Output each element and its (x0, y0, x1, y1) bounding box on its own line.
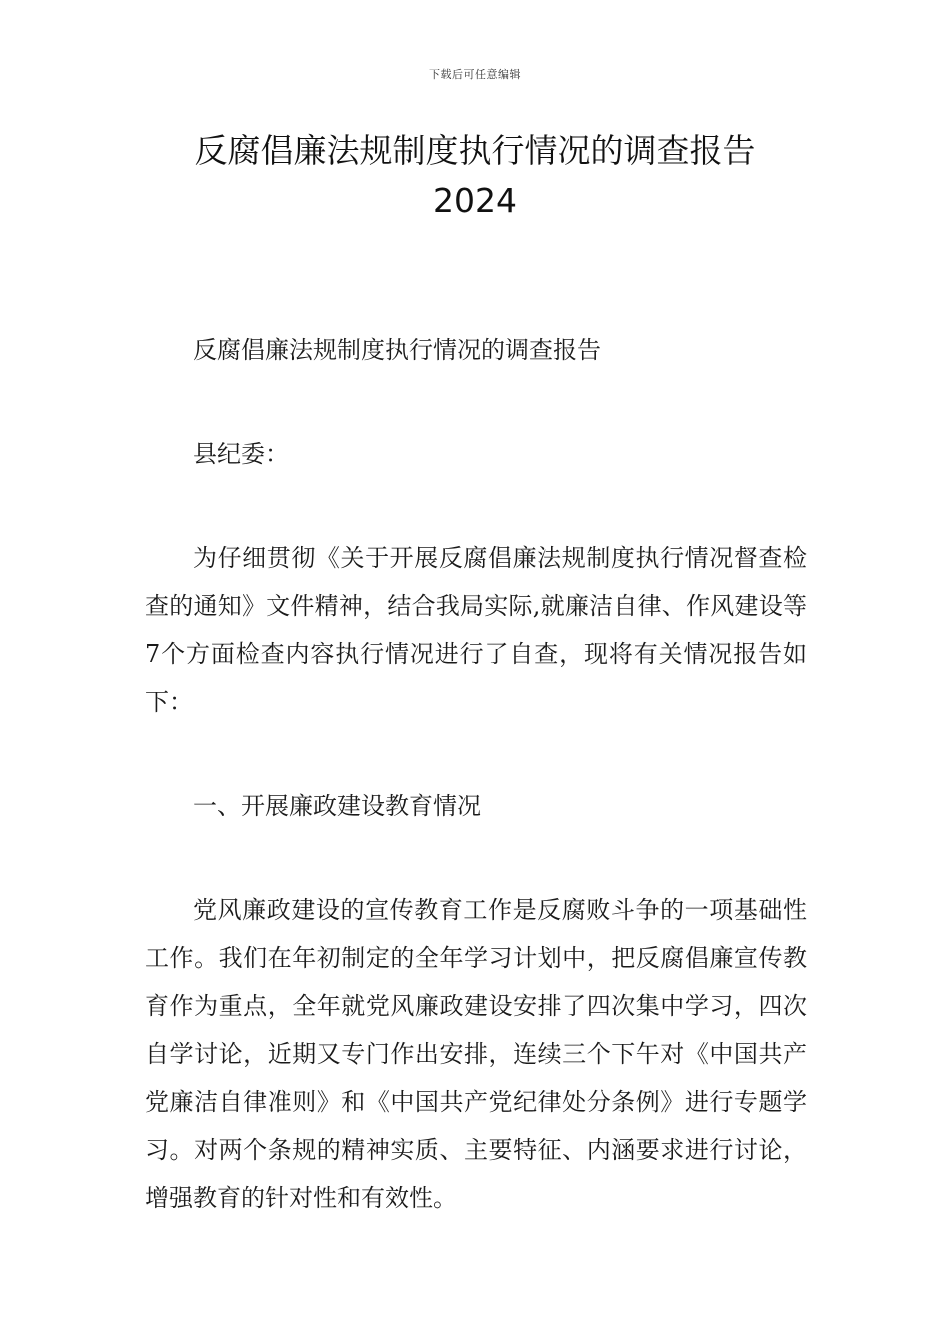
title-line-1: 反腐倡廉法规制度执行情况的调查报告 (194, 131, 756, 170)
document-title (120, 126, 830, 226)
section-1-paragraph: 党风廉政建设的宣传教育工作是反腐败斗争的一项基础性工作。我们在年初制定的全年学习计划中，把反腐倡廉宣传教育作为重点，全年就党风廉政建设安排了四次集中学习，四次自学讨论，近期又专门作出安排，连续三个下午对《中国共产党廉洁自律准则》和《中国共产党纪律处分条例》进行专题学习。对两个条规的精神实质、主要特征、内涵要求进行讨论，增强教育的针对性和有效性。 (145, 896, 807, 1212)
salutation: 县纪委： (193, 440, 289, 468)
report-subtitle: 反腐倡廉法规制度执行情况的调查报告 (193, 336, 601, 364)
title-line-2: 2024 (433, 181, 517, 220)
document-body (145, 326, 807, 1222)
section-heading-1: 一、开展廉政建设教育情况 (193, 792, 481, 820)
header-note: 下载后可任意编辑 (429, 68, 521, 81)
intro-paragraph: 为仔细贯彻《关于开展反腐倡廉法规制度执行情况督查检查的通知》文件精神，结合我局实际,就廉洁自律、作风建设等7个方面检查内容执行情况进行了自查，现将有关情况报告如下： (145, 544, 807, 716)
